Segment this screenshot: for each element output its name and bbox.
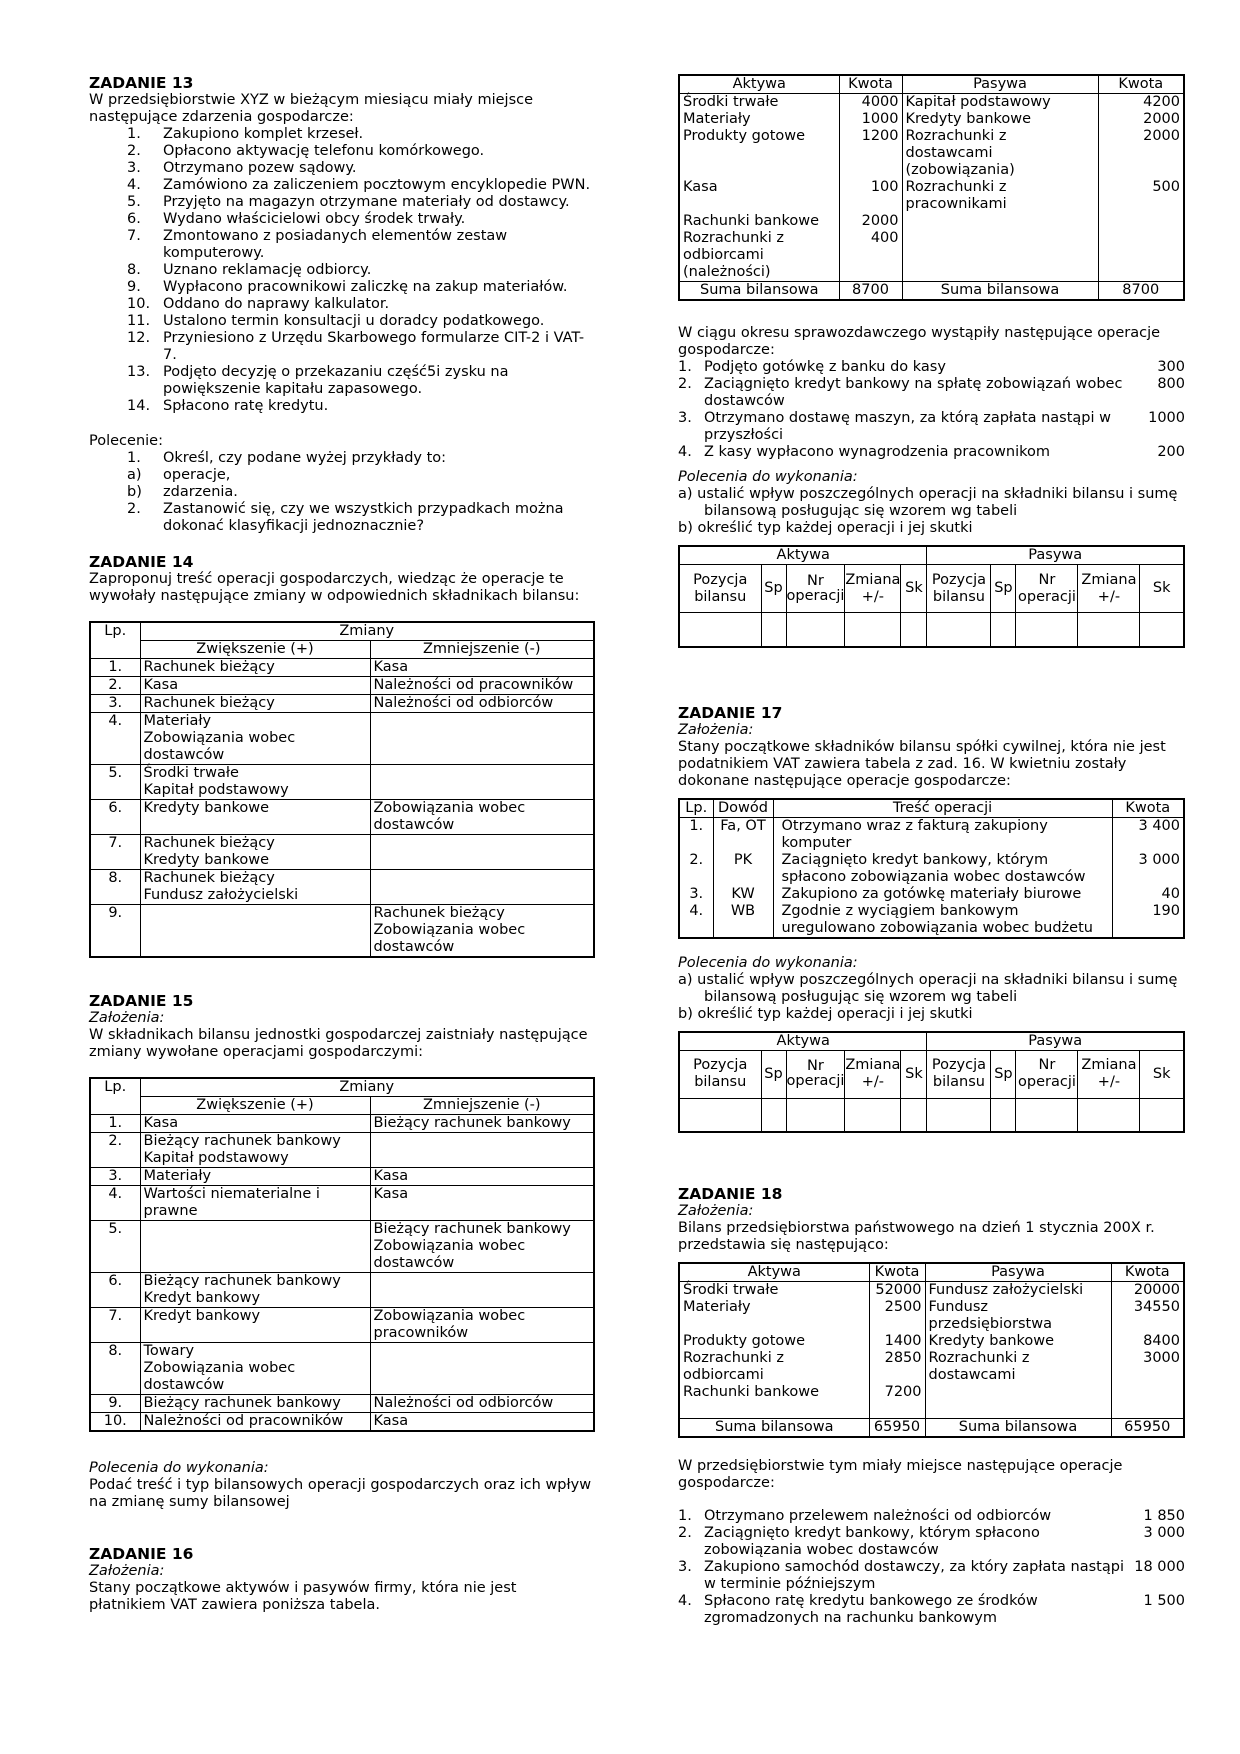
col-kwota: Kwota — [1111, 1263, 1184, 1282]
col-zmiana: Zmiana +/- — [845, 565, 901, 613]
cell-minus: Bieżący rachunek bankowy — [370, 1115, 594, 1133]
polecenia-label: Polecenia do wykonania: — [678, 469, 858, 485]
cell-minus: Należności od pracowników — [370, 677, 594, 695]
col-aktywa: Aktywa — [679, 75, 839, 94]
polecenie-a: a) ustalić wpływ poszczególnych operacji na składniki bilansu i sumę bilansową posługując się wzorem wg tabeli — [678, 971, 1178, 1005]
col-pozycja: Pozycja bilansu — [927, 1050, 991, 1098]
list-item — [89, 177, 595, 194]
op-item — [678, 1525, 1185, 1559]
suma-value: 65950 — [869, 1419, 925, 1438]
col-kwota: Kwota — [1112, 799, 1184, 818]
item-text: Przyniesiono z Urzędu Skarbowego formularze CIT-2 i VAT-7. — [163, 330, 585, 363]
right-column — [678, 74, 1185, 1627]
op-number: 4. — [678, 444, 692, 460]
polecenia-label: Polecenia do wykonania: — [89, 1460, 269, 1476]
cell-minus: Zobowiązania wobec dostawców — [370, 800, 594, 835]
cell-lp: 9. — [90, 905, 140, 958]
col-sp: Sp — [991, 1050, 1016, 1098]
op-text: Spłacono ratę kredytu bankowego ze środków zgromadzonych na rachunku bankowym — [704, 1593, 1038, 1626]
list-item — [89, 262, 595, 279]
suma-label: Suma bilansowa — [902, 282, 1098, 301]
op-number: 1. — [678, 1508, 692, 1524]
item-number: 13. — [127, 364, 151, 380]
section-title: ZADANIE 14 — [89, 553, 194, 571]
col-sp: Sp — [761, 1050, 786, 1098]
cell-plus — [140, 905, 370, 958]
item-number: a) — [127, 467, 142, 483]
item-text: Spłacono ratę kredytu. — [163, 398, 329, 414]
cell-plus: Wartości niematerialne i prawne — [140, 1186, 370, 1221]
op-item — [678, 1593, 1185, 1627]
item-text: Zmontowano z posiadanych elementów zestaw komputerowy. — [163, 228, 508, 261]
suma-value: 8700 — [1098, 282, 1184, 301]
template-table-z17 — [678, 1031, 1185, 1134]
cell-minus — [370, 765, 594, 800]
list-item — [89, 228, 595, 262]
op-amount: 300 — [1157, 359, 1185, 375]
ops-list — [678, 1508, 1185, 1627]
list-item — [89, 194, 595, 211]
cell-plus: Bieżący rachunek bankowy Kapitał podstawowy — [140, 1133, 370, 1168]
cell-plus: Rachunek bieżący Fundusz założycielski — [140, 870, 370, 905]
col-sk: Sk — [901, 1050, 927, 1098]
changes-table — [89, 1077, 595, 1432]
suma-value: 65950 — [1111, 1419, 1184, 1438]
cell-minus: Należności od odbiorców — [370, 695, 594, 713]
zadanie-17 — [678, 704, 1185, 1134]
cell-minus — [370, 1273, 594, 1308]
col-pozycja: Pozycja bilansu — [679, 1050, 761, 1098]
table-row — [90, 1115, 594, 1133]
table-row — [90, 1413, 594, 1432]
col-plus: Zwiększenie (+) — [140, 641, 370, 659]
cell-plus: Środki trwałe Kapitał podstawowy — [140, 765, 370, 800]
col-lp: Lp. — [90, 622, 140, 659]
item-text: Podjęto decyzję o przekazaniu część5i zysku na powiększenie kapitału zapasowego. — [163, 364, 509, 397]
op-number: 3. — [678, 410, 692, 426]
cell-lp: 5. — [90, 1221, 140, 1273]
col-lp: Lp. — [679, 799, 713, 818]
table-row — [90, 1395, 594, 1413]
list-item — [89, 296, 595, 313]
balance-table-z18 — [678, 1262, 1185, 1438]
list-item — [89, 211, 595, 228]
col-nr: Nr operacji — [786, 1050, 845, 1098]
item-text: operacje, — [163, 467, 231, 483]
intro-text: Stany początkowe składników bilansu spółki cywilnej, która nie jest podatnikiem VAT zawiera tabela z zad. 16. W kwietniu zostały dokonane następujące operacje gospodarcze: — [678, 738, 1166, 789]
section-title: ZADANIE 16 — [89, 1545, 194, 1563]
list-item — [89, 501, 595, 535]
list-item — [89, 330, 595, 364]
item-number: 12. — [127, 330, 151, 346]
table-row — [90, 765, 594, 800]
op-amount: 3 000 — [1143, 1525, 1185, 1541]
item-number: 7. — [127, 228, 141, 244]
op-item — [678, 1559, 1185, 1593]
zalozenia-label: Założenia: — [89, 1010, 165, 1026]
item-number: 8. — [127, 262, 141, 278]
list-item — [89, 160, 595, 177]
col-nr: Nr operacji — [786, 565, 845, 613]
table-row — [90, 870, 594, 905]
col-zmiany: Zmiany — [140, 622, 594, 641]
zadanie-13 — [89, 74, 595, 535]
item-text: Opłacono aktywację telefonu komórkowego. — [163, 143, 485, 159]
section-title: ZADANIE 13 — [89, 74, 194, 92]
item-number: b) — [127, 484, 142, 500]
table-row — [90, 1343, 594, 1395]
table-row — [90, 1273, 594, 1308]
item-text: zdarzenia. — [163, 484, 238, 500]
cell-lp: 2. — [90, 677, 140, 695]
cell-minus: Zobowiązania wobec pracowników — [370, 1308, 594, 1343]
item-text: Wydano właścicielowi obcy środek trwały. — [163, 211, 466, 227]
col-zmiana: Zmiana +/- — [1078, 565, 1140, 613]
cell-lp: 6. — [90, 800, 140, 835]
op-item — [678, 444, 1185, 461]
suma-label: Suma bilansowa — [925, 1419, 1111, 1438]
table-row — [90, 713, 594, 765]
section-title: ZADANIE 17 — [678, 703, 783, 722]
zadanie-15 — [89, 992, 595, 1511]
cell-lp: 7. — [90, 835, 140, 870]
cell-lp: 1. — [90, 1115, 140, 1133]
cell-plus: Kredyty bankowe — [140, 800, 370, 835]
cell-minus: Należności od odbiorców — [370, 1395, 594, 1413]
zalozenia-label: Założenia: — [89, 1563, 165, 1579]
aktywa-kwoty: 52000 2500 1400 2850 7200 — [869, 1282, 925, 1419]
ops-list — [678, 359, 1185, 461]
cell-minus: Kasa — [370, 659, 594, 677]
table-row — [90, 1133, 594, 1168]
template-table — [678, 545, 1185, 648]
zadanie-18 — [678, 1185, 1185, 1627]
item-number: 1. — [127, 126, 141, 142]
pasywa-names: Fundusz założycielski Fundusz przedsiębiorstwa Kredyty bankowe Rozrachunki z dostawcami — [925, 1282, 1111, 1419]
item-number: 3. — [127, 160, 141, 176]
item-text: Uznano reklamację odbiorcy. — [163, 262, 372, 278]
aktywa-names: Środki trwałe Materiały Produkty gotowe Kasa Rachunki bankowe Rozrachunki z odbiorcami (należności) — [679, 94, 839, 282]
col-sp: Sp — [761, 565, 786, 613]
col-kwota: Kwota — [839, 75, 902, 94]
cell-minus — [370, 870, 594, 905]
list-item — [89, 467, 595, 484]
cell-lp: 8. — [90, 1343, 140, 1395]
col-kwota: Kwota — [869, 1263, 925, 1282]
table-row — [90, 677, 594, 695]
col-pasywa: Pasywa — [927, 546, 1184, 565]
op-amount: 200 — [1157, 444, 1185, 460]
op-text: Otrzymano dostawę maszyn, za którą zapłata nastąpi w przyszłości — [704, 410, 1111, 443]
op-text: Z kasy wypłacono wynagrodzenia pracownikom — [704, 444, 1051, 460]
cell-lp: 1. — [90, 659, 140, 677]
cell-minus: Bieżący rachunek bankowy Zobowiązania wobec dostawców — [370, 1221, 594, 1273]
zadanie-14 — [89, 553, 595, 958]
aktywa-kwoty: 4000 1000 1200 100 2000 400 — [839, 94, 902, 282]
cell-lp: 8. — [90, 870, 140, 905]
cell-lp: 3. — [90, 1168, 140, 1186]
col-pozycja: Pozycja bilansu — [679, 565, 761, 613]
changes-table — [89, 621, 595, 958]
item-text: Wypłacono pracownikowi zaliczkę na zakup materiałów. — [163, 279, 568, 295]
template-table — [678, 1031, 1185, 1134]
cell-plus: Należności od pracowników — [140, 1413, 370, 1432]
op-number: 2. — [678, 376, 692, 392]
op-number: 4. — [678, 1593, 692, 1609]
op-amount: 18 000 — [1134, 1559, 1185, 1575]
item-text: Zamówiono za zaliczeniem pocztowym encyklopedie PWN. — [163, 177, 591, 193]
cell-minus: Kasa — [370, 1413, 594, 1432]
item-number: 5. — [127, 194, 141, 210]
section-title: ZADANIE 15 — [89, 992, 194, 1010]
col-aktywa: Aktywa — [679, 546, 927, 565]
suma-label: Suma bilansowa — [679, 1419, 869, 1438]
op-item — [678, 1508, 1185, 1525]
cell-lp: 10. — [90, 1413, 140, 1432]
polecenie-a: a) ustalić wpływ poszczególnych operacji na składniki bilansu i sumę bilansową posługując się wzorem wg tabeli — [678, 486, 1178, 519]
op-number: 3. — [678, 1559, 692, 1575]
polecenie-b: b) określić typ każdej operacji i jej skutki — [678, 1005, 973, 1022]
item-text: Zastanowić się, czy we wszystkich przypadkach można dokonać klasyfikacji jednoznacznie? — [163, 501, 564, 534]
cell-plus: Rachunek bieżący — [140, 695, 370, 713]
item-text: Otrzymano pozew sądowy. — [163, 160, 357, 176]
cell-minus: Rachunek bieżący Zobowiązania wobec dostawców — [370, 905, 594, 958]
cell-lp: 2. — [90, 1133, 140, 1168]
intro-text: W składnikach bilansu jednostki gospodarczej zaistniały następujące zmiany wywołane operacjami gospodarczymi: — [89, 1027, 588, 1060]
col-pozycja: Pozycja bilansu — [927, 565, 991, 613]
item-number: 6. — [127, 211, 141, 227]
col-pasywa: Pasywa — [925, 1263, 1111, 1282]
col-dowod: Dowód — [713, 799, 773, 818]
col-zmiana: Zmiana +/- — [845, 1050, 901, 1098]
pasywa-kwoty: 20000 34550 8400 3000 — [1111, 1282, 1184, 1419]
list-item — [89, 126, 595, 143]
col-aktywa: Aktywa — [679, 1263, 869, 1282]
cell-plus: Rachunek bieżący Kredyty bankowe — [140, 835, 370, 870]
item-number: 1. — [127, 450, 141, 466]
suma-label: Suma bilansowa — [679, 282, 839, 301]
cell-minus — [370, 713, 594, 765]
op-text: Otrzymano przelewem należności od odbiorców — [704, 1508, 1052, 1524]
col-aktywa: Aktywa — [679, 1032, 927, 1051]
table-row — [90, 1221, 594, 1273]
polecenie-label: Polecenie: — [89, 433, 163, 449]
op-item — [678, 376, 1185, 410]
item-number: 9. — [127, 279, 141, 295]
operations-table: Lp. Dowód Treść operacji Kwota 1. 2. 3. 4. Fa, OT PK KW WB Otrzymano wraz z fakturą zakupiony komputer Zaciągnięto kredyt bankowy, którym spłacono zobowiązania wobec dostawców Zakupiono za gotówkę materiały biurowe Zgodnie z wyciągiem bankowym uregulowano zobowiązania wobec budżetu 3 400 3 000 40 190 — [678, 798, 1185, 939]
item-text: Ustalono termin konsultacji u doradcy podatkowego. — [163, 313, 545, 329]
cell-plus: Bieżący rachunek bankowy — [140, 1395, 370, 1413]
balance-table-z16 — [678, 74, 1185, 301]
cell-plus: Kasa — [140, 677, 370, 695]
cell-lp: 4. — [90, 713, 140, 765]
zalozenia-label: Założenia: — [678, 1203, 754, 1219]
op-text: Zakupiono samochód dostawczy, za który zapłata nastąpi w terminie późniejszym — [704, 1559, 1124, 1592]
cell-plus: Towary Zobowiązania wobec dostawców — [140, 1343, 370, 1395]
cell-lp: 9. — [90, 1395, 140, 1413]
item-number: 2. — [127, 501, 141, 517]
cell-minus: Kasa — [370, 1186, 594, 1221]
cell-plus: Materiały — [140, 1168, 370, 1186]
col-sk: Sk — [1140, 565, 1184, 613]
cell-lp: 4. — [90, 1186, 140, 1221]
cell-minus — [370, 835, 594, 870]
table-row — [90, 1308, 594, 1343]
pasywa-names: Kapitał podstawowy Kredyty bankowe Rozrachunki z dostawcami (zobowiązania) Rozrachunki z pracownikami — [902, 94, 1098, 282]
list-item — [89, 398, 595, 415]
cell-plus — [140, 1221, 370, 1273]
cell-lp: 6. — [90, 1273, 140, 1308]
table-row — [90, 835, 594, 870]
item-text: Oddano do naprawy kalkulator. — [163, 296, 390, 312]
col-sk: Sk — [901, 565, 927, 613]
table-row — [90, 1186, 594, 1221]
item-number: 14. — [127, 398, 151, 414]
col-minus: Zmniejszenie (-) — [370, 1097, 594, 1115]
op-number: 1. — [678, 359, 692, 375]
item-text: Określ, czy podane wyżej przykłady to: — [163, 450, 447, 466]
item-text: Przyjęto na magazyn otrzymane materiały od dostawcy. — [163, 194, 570, 210]
col-zmiana: Zmiana +/- — [1078, 1050, 1140, 1098]
cell-plus: Kredyt bankowy — [140, 1308, 370, 1343]
op-amount: 1000 — [1148, 410, 1185, 426]
col-kwota: Kwota — [1098, 75, 1184, 94]
cell-lp: 7. — [90, 1308, 140, 1343]
cell-plus: Bieżący rachunek bankowy Kredyt bankowy — [140, 1273, 370, 1308]
op-text: Zaciągnięto kredyt bankowy na spłatę zobowiązań wobec dostawców — [704, 376, 1123, 409]
cell-minus: Kasa — [370, 1168, 594, 1186]
cell-minus — [370, 1343, 594, 1395]
event-list — [89, 126, 595, 415]
list-item — [89, 484, 595, 501]
table-row — [90, 905, 594, 958]
col-tresc: Treść operacji — [773, 799, 1112, 818]
intro-text: W przedsiębiorstwie XYZ w bieżącym miesiącu miały miejsce następujące zdarzenia gospodarcze: — [89, 92, 534, 125]
list-item — [89, 143, 595, 160]
ops-intro: W przedsiębiorstwie tym miały miejsce następujące operacje gospodarcze: — [678, 1458, 1123, 1491]
item-number: 2. — [127, 143, 141, 159]
op-number: 2. — [678, 1525, 692, 1541]
cell-lp: 5. — [90, 765, 140, 800]
polecenie-b: b) określić typ każdej operacji i jej skutki — [678, 520, 973, 536]
item-number: 10. — [127, 296, 151, 312]
cell-lp: 3. — [90, 695, 140, 713]
table-row — [90, 1168, 594, 1186]
zalozenia-label: Założenia: — [678, 721, 754, 738]
cell-plus: Kasa — [140, 1115, 370, 1133]
col-pasywa: Pasywa — [902, 75, 1098, 94]
ops-intro: W ciągu okresu sprawozdawczego wystąpiły następujące operacje gospodarcze: — [678, 325, 1161, 358]
polecenia-text: Podać treść i typ bilansowych operacji gospodarczych oraz ich wpływ na zmianę sumy bilansowej — [89, 1477, 592, 1510]
section-title: ZADANIE 18 — [678, 1185, 783, 1203]
op-text: Zaciągnięto kredyt bankowy, którym spłacono zobowiązania wobec dostawców — [704, 1525, 1040, 1558]
cell-minus — [370, 1133, 594, 1168]
item-number: 4. — [127, 177, 141, 193]
list-item — [89, 364, 595, 398]
intro-text: Bilans przedsiębiorstwa państwowego na dzień 1 stycznia 200X r. przedstawia się następująco: — [678, 1220, 1155, 1253]
col-nr: Nr operacji — [1016, 565, 1078, 613]
table-row — [90, 659, 594, 677]
template-table-z16 — [678, 545, 1185, 648]
polecenie-list — [89, 450, 595, 535]
aktywa-names: Środki trwałe Materiały Produkty gotowe Rozrachunki z odbiorcami Rachunki bankowe — [679, 1282, 869, 1419]
op-text: Podjęto gotówkę z banku do kasy — [704, 359, 946, 375]
col-sp: Sp — [991, 565, 1016, 613]
op-amount: 800 — [1157, 376, 1185, 392]
col-minus: Zmniejszenie (-) — [370, 641, 594, 659]
col-nr: Nr operacji — [1016, 1050, 1078, 1098]
col-plus: Zwiększenie (+) — [140, 1097, 370, 1115]
suma-value: 8700 — [839, 282, 902, 301]
table-row — [90, 800, 594, 835]
col-zmiany: Zmiany — [140, 1078, 594, 1097]
list-item — [89, 450, 595, 467]
item-number: 11. — [127, 313, 151, 329]
polecenia-label: Polecenia do wykonania: — [678, 954, 858, 971]
cell-plus: Rachunek bieżący — [140, 659, 370, 677]
op-item — [678, 359, 1185, 376]
op-amount: 1 850 — [1143, 1508, 1185, 1524]
cell-plus: Materiały Zobowiązania wobec dostawców — [140, 713, 370, 765]
col-lp: Lp. — [90, 1078, 140, 1115]
item-text: Zakupiono komplet krzeseł. — [163, 126, 364, 142]
list-item — [89, 279, 595, 296]
col-sk: Sk — [1140, 1050, 1184, 1098]
pasywa-kwoty: 4200 2000 2000 500 — [1098, 94, 1184, 282]
list-item — [89, 313, 595, 330]
left-column — [89, 74, 595, 1614]
table-row — [90, 695, 594, 713]
col-pasywa: Pasywa — [927, 1032, 1184, 1051]
intro-text: Zaproponuj treść operacji gospodarczych, wiedząc że operacje te wywołały następujące zmiany w odpowiednich składnikach bilansu: — [89, 571, 580, 604]
op-item — [678, 410, 1185, 444]
intro-text: Stany początkowe aktywów i pasywów firmy, która nie jest płatnikiem VAT zawiera poniższa tabela. — [89, 1580, 517, 1613]
zadanie-16-start — [89, 1545, 595, 1614]
op-amount: 1 500 — [1143, 1593, 1185, 1609]
